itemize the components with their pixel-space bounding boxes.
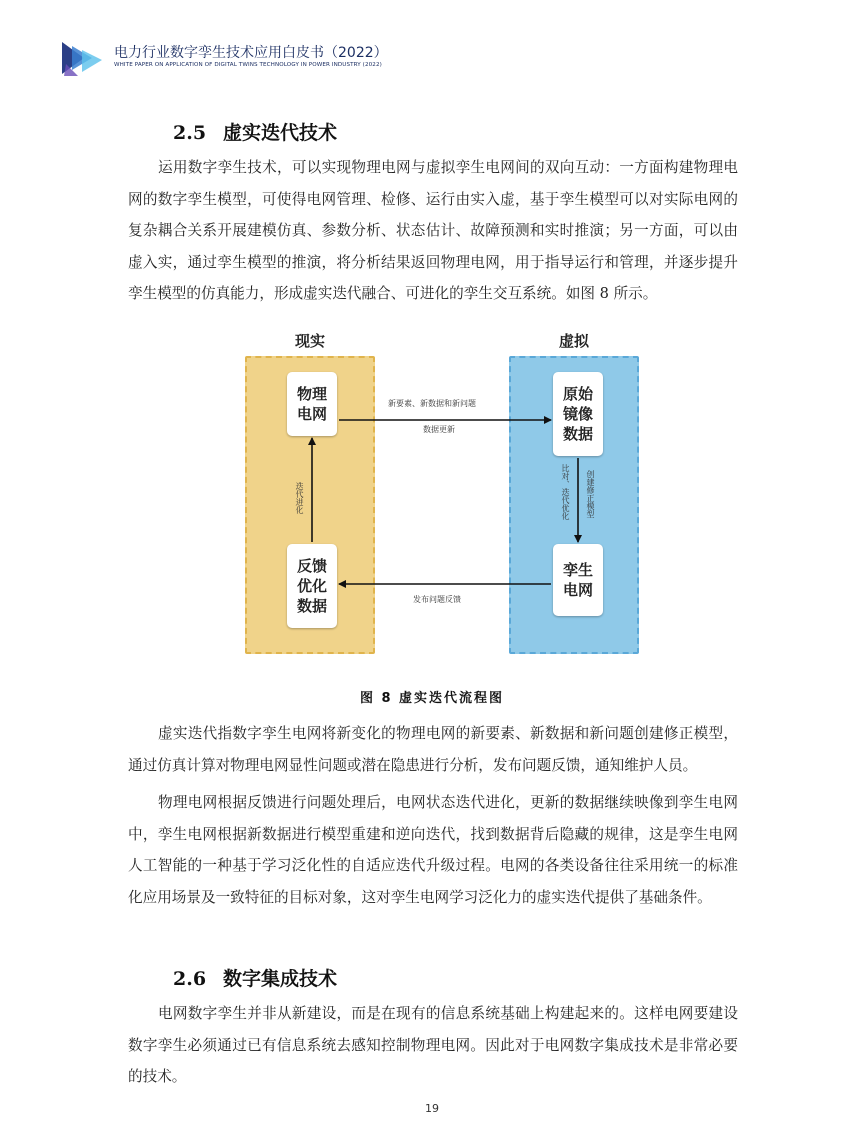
section-number: 2.5 <box>173 122 207 144</box>
node-mirror-data: 原始镜像数据 <box>553 372 603 456</box>
right-panel-title: 虚拟 <box>558 332 589 350</box>
section-heading-2-6 <box>173 964 337 991</box>
label-iterate-evolve: 迭代进化 <box>295 482 304 514</box>
node-physical-grid: 物理电网 <box>287 372 337 436</box>
node-feedback-data: 反馈优化数据 <box>287 544 337 628</box>
header-subtitle: WHITE PAPER ON APPLICATION OF DIGITAL TWINS TECHNOLOGY IN POWER INDUSTRY (2022) <box>114 62 382 68</box>
section-heading-2-5 <box>173 118 337 145</box>
paragraph-2-5-1: 运用数字孪生技术，可以实现物理电网与虚拟孪生电网间的双向互动：一方面构建物理电网的数字孪生模型，可使得电网管理、检修、运行由实入虚，基于孪生模型可以对实际电网的复杂耦合关系开展建模仿真、参数分析、状态估计、故障预测和实时推演；另一方面，可以由虚入实，通过孪生模型的推演，将分析结果返回物理电网，用于指导运行和管理，并逐步提升孪生模型的仿真能力，形成虚实迭代融合、可进化的孪生交互系统。如图 8 所示。 <box>128 159 738 302</box>
label-data-update: 数据更新 <box>423 425 455 434</box>
section-title: 数字集成技术 <box>223 968 338 990</box>
section-title: 虚实迭代技术 <box>223 122 338 144</box>
section-number: 2.6 <box>173 968 207 990</box>
label-compare-optimize: 比对、迭代优化 <box>561 464 570 520</box>
paragraph-2-5-2: 虚实迭代指数字孪生电网将新变化的物理电网的新要素、新数据和新问题创建修正模型，通过仿真计算对物理电网显性问题或潜在隐患进行分析，发布问题反馈，通知维护人员。 <box>128 725 738 774</box>
page-number: 19 <box>425 1102 439 1115</box>
label-publish-feedback: 发布问题反馈 <box>413 595 461 604</box>
iteration-flow-diagram <box>245 330 637 655</box>
label-new-elements: 新要素、新数据和新问题 <box>388 399 476 408</box>
paragraph-2-6-1: 电网数字孪生并非从新建设，而是在现有的信息系统基础上构建起来的。这样电网要建设数字孪生必须通过已有信息系统去感知控制物理电网。因此对于电网数字集成技术是非常必要的技术。 <box>128 1005 738 1085</box>
label-create-model: 创建修正模型 <box>586 470 595 518</box>
page-header <box>62 38 482 78</box>
figure-caption: 图 8 虚实迭代流程图 <box>359 691 505 706</box>
left-panel-title: 现实 <box>294 332 325 350</box>
paragraph-2-5-3: 物理电网根据反馈进行问题处理后，电网状态迭代进化，更新的数据继续映像到孪生电网中，孪生电网根据新数据进行模型重建和逆向迭代，找到数据背后隐藏的规律，这是孪生电网人工智能的一种基于学习泛化性的自适应迭代升级过程。电网的各类设备往往采用统一的标准化应用场景及一致特征的目标对象，这对孪生电网学习泛化力的虚实迭代提供了基础条件。 <box>128 794 738 906</box>
node-twin-grid: 孪生电网 <box>553 544 603 616</box>
header-title: 电力行业数字孪生技术应用白皮书（2022） <box>114 45 388 61</box>
logo-icon <box>62 38 108 78</box>
